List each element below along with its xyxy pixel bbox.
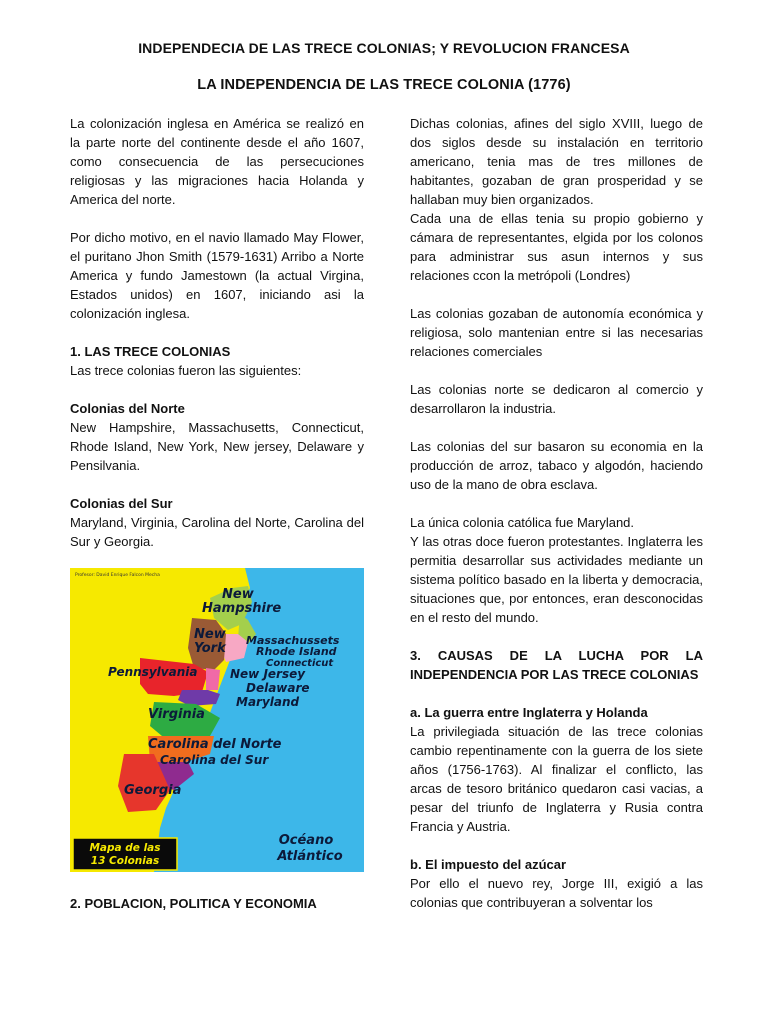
paragraph: Por dicho motivo, en el navio llamado May Flower, el puritano Jhon Smith (1579-1631) Arribo a Norte America y fundo Jamestown (la actual Virgina, Estados unidos) en 1607, iniciando asi la colonización inglesa. bbox=[70, 230, 364, 321]
map-label-new-york: New bbox=[194, 627, 226, 642]
paragraph: La colonización inglesa en América se realizó en la parte norte del continente desde el año 1607, como consecuencia de las persecuciones religiosas y las migraciones hacia Holanda y America del norte. bbox=[70, 116, 364, 207]
paragraph: La privilegiada situación de las trece colonias cambio repentinamente con la guerra de los siete años (1756-1763). Al finalizar el conflicto, las arcas de tesoro británico quedaron casi vacias, a pesar del triunfo de Inglaterra y Rusia contra Francia y Austria. bbox=[410, 724, 703, 834]
subsection-heading: Colonias del Norte bbox=[70, 401, 185, 416]
map-label-massachusetts: Massachussets bbox=[246, 634, 340, 647]
paragraph: Por ello el nuevo rey, Jorge III, exigió a las colonias que contribuyeran a solventar los bbox=[410, 876, 703, 910]
map-legend-line: Mapa de las bbox=[89, 842, 161, 854]
paragraph: Maryland, Virginia, Carolina del Norte, Carolina del Sur y Georgia. bbox=[70, 515, 364, 549]
paragraph: La única colonia católica fue Maryland. bbox=[410, 515, 635, 530]
page-subtitle: LA INDEPENDENCIA DE LAS TRECE COLONIA (1776) bbox=[197, 77, 571, 93]
map-label-maryland: Maryland bbox=[236, 695, 300, 709]
map-new-jersey bbox=[206, 668, 220, 690]
paragraph: Las colonias del sur basaron su economia en la producción de arroz, tabaco y algodón, haciendo uso de la mano de obra esclava. bbox=[410, 439, 703, 492]
subsection-heading: Colonias del Sur bbox=[70, 496, 173, 511]
right-column bbox=[410, 114, 703, 912]
section-heading: 3. CAUSAS DE LA LUCHA POR LA INDEPENDENCIA POR LAS TRECE COLONIAS bbox=[410, 648, 703, 682]
map-legend-line: 13 Colonias bbox=[90, 855, 160, 867]
page-title: INDEPENDECIA DE LAS TRECE COLONIAS; Y REVOLUCION FRANCESA bbox=[138, 40, 630, 56]
paragraph: New Hampshire, Massachusetts, Connecticut, Rhode Island, New York, New jersey, Delaware y Pensilvania. bbox=[70, 420, 364, 473]
map-label-delaware: Delaware bbox=[246, 681, 310, 695]
section-heading: 1. LAS TRECE COLONIAS bbox=[70, 344, 231, 359]
map-label-georgia: Georgia bbox=[124, 783, 182, 798]
paragraph: Las trece colonias fueron las siguientes: bbox=[70, 363, 302, 378]
map-label-carolina-norte: Carolina del Norte bbox=[148, 737, 282, 752]
paragraph: Las colonias gozaban de autonomía económica y religiosa, solo mantenian entre si las necesarias relaciones comerciales bbox=[410, 306, 703, 359]
map-label-pennsylvania: Pennsylvania bbox=[108, 665, 198, 679]
map-label-new-jersey: New Jersey bbox=[230, 667, 306, 681]
map-ocean-label: Océano bbox=[278, 833, 334, 848]
left-column bbox=[70, 114, 364, 570]
map-label-connecticut: Connecticut bbox=[266, 658, 334, 669]
map-ocean-label: Atlántico bbox=[277, 849, 343, 864]
paragraph: Las colonias norte se dedicaron al comercio y desarrollaron la industria. bbox=[410, 382, 703, 416]
map-label-rhode-island: Rhode Island bbox=[256, 645, 337, 658]
map-label-new-york: York bbox=[194, 641, 226, 656]
paragraph: Dichas colonias, afines del siglo XVIII, luego de dos siglos desde su instalación en territorio americano, tenia mas de tres millones de habitantes, gozaban de gran prosperidad y se hallaban muy bien organizados. bbox=[410, 116, 703, 207]
map-credit: Profesor: David Enrique Falcon Mecha bbox=[75, 573, 160, 578]
paragraph: Y las otras doce fueron protestantes. Inglaterra les permitia desarrollar sus actividades mediante un sistema político basado en la liberta y democracia, situaciones que, por entonces, eran desconocidas en el resto del mundo. bbox=[410, 534, 703, 625]
subsection-heading: b. El impuesto del azúcar bbox=[410, 857, 567, 872]
thirteen-colonies-map bbox=[70, 568, 364, 872]
section-heading: 2. POBLACION, POLITICA Y ECONOMIA bbox=[70, 896, 317, 911]
map-label-new-hampshire: New bbox=[222, 587, 254, 602]
subsection-heading: a. La guerra entre Inglaterra y Holanda bbox=[410, 705, 648, 720]
map-label-carolina-sur: Carolina del Sur bbox=[160, 753, 269, 767]
map-label-virginia: Virginia bbox=[148, 707, 205, 722]
map-label-new-hampshire: Hampshire bbox=[202, 601, 282, 616]
paragraph: Cada una de ellas tenia su propio gobierno y cámara de representantes, elgida por los colonos para administrar sus asun internos y sus relaciones ccon la metrópoli (Londres) bbox=[410, 211, 703, 283]
